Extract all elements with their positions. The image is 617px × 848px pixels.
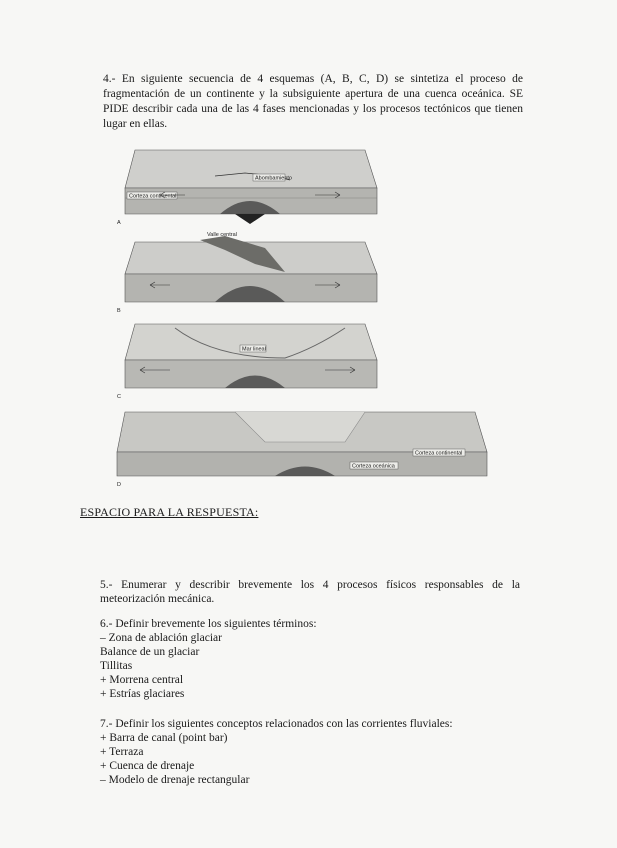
list-item: – Zona de ablación glaciar <box>100 632 222 644</box>
answer-space-text: ESPACIO PARA LA RESPUESTA: <box>80 505 259 519</box>
list-item: Tillitas <box>100 660 133 672</box>
question-6 <box>100 617 520 701</box>
answer-space-heading <box>80 505 258 520</box>
panel-c-diagram <box>115 318 385 403</box>
panel-d-label-continental: Corteza continental <box>415 450 463 457</box>
question-4: 4.- En siguiente secuencia de 4 esquemas (A, B, C, D) se sintetiza el proceso de fragmentación de un continente y la subsiguiente apertura de una cuenca oceánica. SE PIDE describir cada una de las 4 fases mencionadas y los procesos tectónicos que tienen lugar en ellas. <box>103 73 523 130</box>
panel-d-letter: D <box>117 482 121 488</box>
panel-a-diagram <box>115 148 385 228</box>
list-item: + Barra de canal (point bar) <box>100 732 228 744</box>
list-item: + Cuenca de drenaje <box>100 760 195 772</box>
panel-a-label-crust: Corteza continental <box>129 193 177 200</box>
panel-b-label-valley: Valle central <box>207 232 237 238</box>
panel-b-letter: B <box>117 308 121 314</box>
panel-d-label-oceanic: Corteza oceánica <box>352 463 395 470</box>
panel-c-letter: C <box>117 394 121 400</box>
list-item: – Modelo de drenaje rectangular <box>100 774 250 786</box>
panel-a-letter: A <box>117 220 121 226</box>
rift-sequence-figure <box>115 140 495 490</box>
list-item: Balance de un glaciar <box>100 646 200 658</box>
list-item: + Terraza <box>100 746 144 758</box>
panel-d-diagram <box>115 402 495 490</box>
panel-a-label-dome: Abombamiento <box>255 175 292 182</box>
list-item: + Morrena central <box>100 674 184 686</box>
question-7 <box>100 717 520 787</box>
question-6-title: 6.- Definir brevemente los siguientes términos: <box>100 618 317 630</box>
question-5: 5.- Enumerar y describir brevemente los 4 procesos físicos responsables de la meteorización mecánica. <box>100 579 520 605</box>
panel-b-diagram <box>115 230 385 315</box>
list-item: + Estrías glaciares <box>100 688 185 700</box>
panel-c-label-sea: Mar lineal <box>242 346 266 353</box>
question-7-title: 7.- Definir los siguientes conceptos relacionados con las corrientes fluviales: <box>100 718 453 730</box>
